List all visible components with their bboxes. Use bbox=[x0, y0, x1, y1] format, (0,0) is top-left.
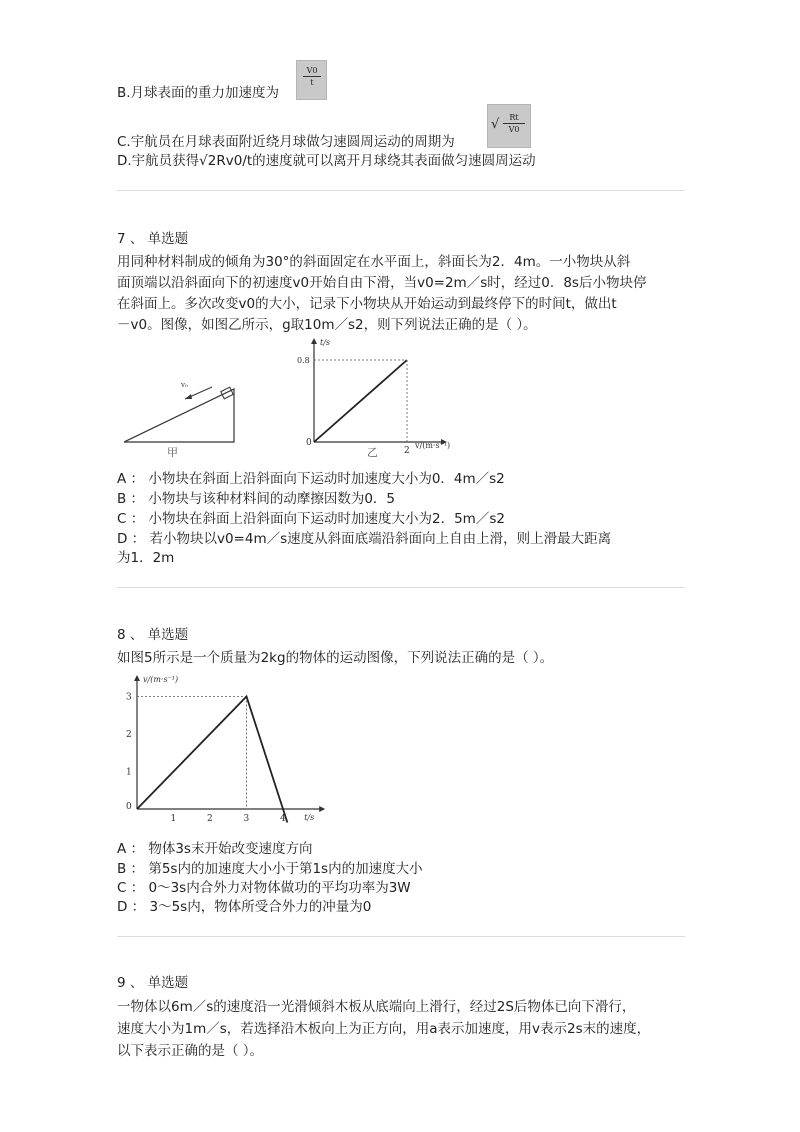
x-tick-label: 2 bbox=[207, 814, 213, 824]
q8-option-b: B ： 第5s内的加速度大小小于第1s内的加速度大小 bbox=[117, 861, 423, 877]
q7-option-d-cont: 为1．2m bbox=[117, 550, 175, 566]
option-c: C.宇航员在月球表面附近绕月球做匀速圆周运动的周期为 bbox=[117, 134, 455, 150]
divider bbox=[117, 936, 685, 937]
x-tick-2: 2 bbox=[404, 446, 410, 456]
formula-c-numerator: Rt bbox=[509, 113, 519, 122]
q7-stem-line-3: 在斜面上。多次改变v0的大小，记录下小物块从开始运动到最终停下的时间t，做出t bbox=[117, 296, 617, 312]
q9-stem-line-3: 以下表示正确的是（ ）。 bbox=[117, 1043, 264, 1059]
q7-option-a: A ： 小物块在斜面上沿斜面向下运动时加速度大小为0．4m／s2 bbox=[117, 471, 505, 487]
formula-b-numerator: V0 bbox=[306, 66, 318, 75]
y-axis-label: t/s bbox=[320, 338, 331, 347]
x-tick-label: 1 bbox=[170, 814, 177, 824]
option-d: D.宇航员获得√2Rv0/t的速度就可以离开月球绕其表面做匀速圆周运动 bbox=[117, 153, 536, 169]
y-tick-label: 2 bbox=[126, 730, 132, 740]
v0-label: v₀ bbox=[181, 381, 188, 389]
divider bbox=[117, 587, 685, 588]
q8-option-a: A ： 物体3s末开始改变速度方向 bbox=[117, 841, 313, 857]
q9-header: 9 、 单选题 bbox=[117, 975, 189, 991]
x-axis-label: v/(m·s⁻¹) bbox=[415, 441, 451, 450]
formula-image-c bbox=[487, 104, 531, 148]
formula-c-denominator: V0 bbox=[508, 125, 520, 134]
y-tick-label: 1 bbox=[126, 767, 132, 778]
t-v0-graph bbox=[297, 338, 450, 459]
x-axis-label: t/s bbox=[304, 813, 315, 822]
x-axis-arrow bbox=[319, 806, 325, 812]
formula-b-denominator: t bbox=[310, 78, 314, 87]
option-b: B.月球表面的重力加速度为 bbox=[117, 85, 280, 101]
y-tick-0.8: 0.8 bbox=[297, 356, 310, 365]
origin-label: 0 bbox=[306, 438, 312, 448]
q7-stem-line-4: －v0。图像，如图乙所示，g取10m／s2，则下列说法正确的是（ ）。 bbox=[117, 317, 537, 333]
y-axis-arrow bbox=[134, 675, 140, 681]
velocity-line bbox=[137, 697, 283, 810]
figure-yi-label: 乙 bbox=[367, 446, 378, 459]
y-axis-label: v/(m·s⁻¹) bbox=[143, 675, 179, 684]
divider bbox=[117, 190, 685, 191]
q7-option-d: D ： 若小物块以v0=4m／s速度从斜面底端沿斜面向上自由上滑，则上滑最大距离 bbox=[117, 531, 612, 547]
q7-header: 7 、 单选题 bbox=[117, 231, 189, 247]
q9-stem-line-1: 一物体以6m／s的速度沿一光滑倾斜木板从底端向上滑行，经过2S后物体已向下滑行， bbox=[117, 999, 636, 1015]
figure-jia-label: 甲 bbox=[167, 446, 178, 459]
q7-stem-line-2: 面顶端以沿斜面向下的初速度v0开始自由下滑，当v0=2m／s时，经过0．8s后小物块停 bbox=[117, 275, 647, 291]
y-tick-label: 0 bbox=[126, 802, 132, 812]
q9-stem-line-2: 速度大小为1m／s，若选择沿木板向上为正方向，用a表示加速度，用v表示2s末的速度， bbox=[117, 1021, 651, 1037]
q8-header: 8 、 单选题 bbox=[117, 627, 189, 643]
t-v0-line bbox=[314, 360, 407, 442]
q7-figure bbox=[117, 335, 497, 460]
sqrt-icon: √ bbox=[491, 117, 500, 132]
incline-diagram bbox=[124, 381, 234, 459]
q8-option-c: C ： 0～3s内合外力对物体做功的平均功率为3W bbox=[117, 880, 411, 896]
q8-vt-chart bbox=[117, 670, 377, 830]
x-tick-label: 4 bbox=[280, 814, 286, 824]
q8-stem: 如图5所示是一个质量为2kg的物体的运动图像，下列说法正确的是（ ）。 bbox=[117, 650, 554, 666]
y-tick-label: 3 bbox=[126, 692, 132, 703]
q7-option-b: B ： 小物块与该种材料间的动摩擦因数为0．5 bbox=[117, 491, 396, 507]
q7-option-c: C ： 小物块在斜面上沿斜面向下运动时加速度大小为2．5m／s2 bbox=[117, 511, 505, 527]
formula-image-b bbox=[296, 60, 327, 100]
q7-stem-line-1: 用同种材料制成的倾角为30°的斜面固定在水平面上，斜面长为2．4m。一小物块从斜 bbox=[117, 254, 631, 270]
q8-option-d: D ： 3～5s内，物体所受合外力的冲量为0 bbox=[117, 899, 372, 915]
x-tick-label: 3 bbox=[243, 814, 250, 824]
